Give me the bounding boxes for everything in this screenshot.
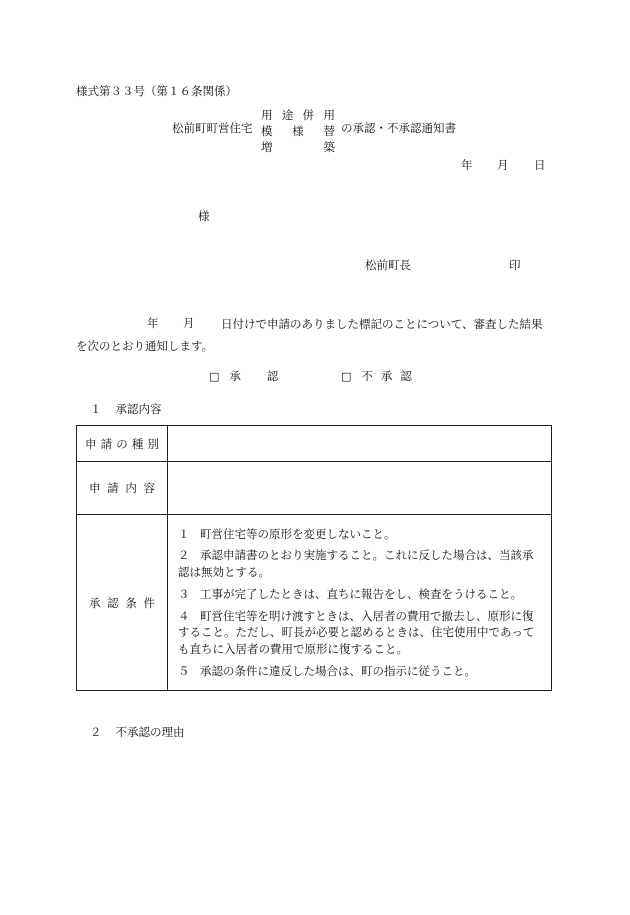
title-suffix: の承認・不承認通知書: [341, 121, 456, 135]
sender-name: 松前町長: [365, 258, 411, 272]
checkbox-icon[interactable]: □: [209, 370, 220, 384]
approve-label-2: 認: [266, 369, 279, 383]
date-year: 年: [461, 158, 473, 172]
body-month: 月: [183, 316, 195, 330]
sender-seal: 印: [509, 258, 521, 272]
form-number: 様式第３３号（第１６条関係）: [76, 84, 237, 98]
body-year: 年: [147, 316, 159, 330]
reject-label-3: 認: [400, 369, 412, 383]
table-row: [77, 515, 552, 691]
list-item: ３ 工事が完了したときは、直ちに報告をし、検査をうけること。: [178, 586, 522, 601]
reject-label-2: 承: [380, 369, 393, 383]
date-month: 月: [497, 158, 509, 172]
list-item: ５ 承認の条件に違反した場合は、町の指示に従うこと。: [178, 663, 476, 678]
section1-number: １: [90, 402, 102, 416]
table-row: [77, 426, 552, 462]
approve-option[interactable]: [209, 371, 278, 383]
list-item: ２ 承認申請書のとおり実施すること。これに反した場合は、当該承認は無効とする。: [178, 548, 534, 580]
section2-title: 不承認の理由: [115, 725, 185, 739]
reject-label-1: 不: [361, 369, 373, 383]
list-item: ４ 町営住宅等を明け渡すときは、入居者の費用で撤去し、原形に復すること。ただし、町長が必要と認めるときは、住宅使用中であっても直ちに入居者の費用で原形に復すること。: [178, 608, 535, 656]
addressee-honorific: 様: [198, 209, 210, 223]
approval-conditions: [168, 515, 552, 691]
date-day: 日: [534, 158, 546, 172]
title-options: [261, 107, 335, 155]
approval-content-table: [76, 425, 552, 691]
checkbox-icon[interactable]: □: [341, 370, 352, 384]
section2-number: ２: [90, 725, 102, 739]
section1-heading: [90, 404, 162, 416]
approve-label-1: 承: [229, 369, 241, 383]
label-application-type: 申 請 の 種 別: [77, 426, 168, 462]
value-application-content[interactable]: [168, 462, 552, 515]
body-text: 日付けで申請のありました標記のことについて、審査した結果を次のとおり通知します。: [76, 317, 543, 353]
value-application-type[interactable]: [168, 426, 552, 462]
title-option-youto-heiyou: 用 途 併 用: [261, 108, 335, 122]
label-approval-conditions: 承 認 条 件: [77, 515, 168, 691]
title-prefix: 松前町町営住宅: [172, 121, 253, 135]
reject-option[interactable]: [341, 371, 412, 383]
section2-heading: [90, 727, 185, 739]
conditions-list: [168, 516, 551, 689]
section1-title: 承認内容: [115, 402, 162, 416]
list-item: １ 町営住宅等の原形を変更しないこと。: [178, 526, 396, 541]
title-option-moyougae: 模 様 替: [261, 124, 335, 138]
title-option-zouchiku: 増 築: [261, 140, 335, 154]
label-application-content: 申 請 内 容: [77, 462, 168, 515]
table-row: [77, 462, 552, 515]
